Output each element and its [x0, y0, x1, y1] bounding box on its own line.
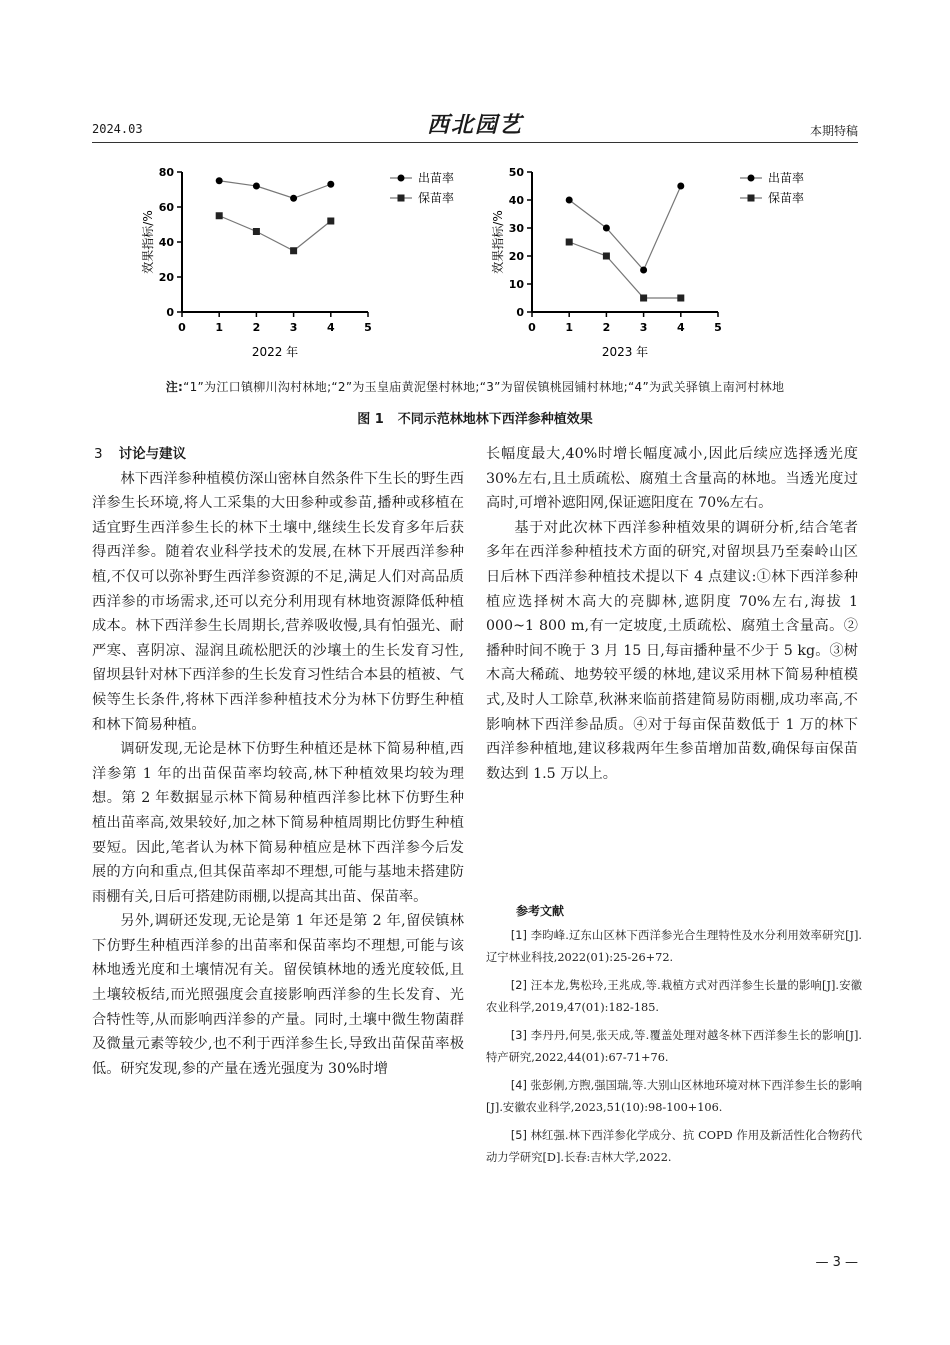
- paragraph-2: 调研发现,无论是林下仿野生种植还是林下简易种植,西洋参第 1 年的出苗保苗率均较高,林下种植效果均较为理想。第 2 年数据显示林下简易种植西洋参比林下仿野生种植出苗率高,效果较好,加之林下简易种植周期比仿野生种植要短。因此,笔者认为林下简易种植应是林下西洋参今后发展的方向和重点,但其保苗率却不理想,可能与基地未搭建防雨棚有关,日后可搭建防雨棚,以提高其出苗、保苗率。: [92, 741, 464, 905]
- paragraph-3: 另外,调研还发现,无论是第 1 年还是第 2 年,留侯镇林下仿野生种植西洋参的出苗率和保苗率均不理想,可能与该林地透光度和土壤情况有关。留侯镇林地的透光度较低,且土壤较板结,而光照强度会直接影响西洋参的生长发育、光合特性等,从而影响西洋参的产量。同时,土壤中微生物菌群及微量元素等较少,也不利于西洋参生长,导致出苗保苗率极低。研究发现,参的产量在透光强度为 30%时增: [92, 913, 464, 1077]
- y-tick-label: 20: [158, 271, 174, 284]
- x-tick-label: 1: [565, 321, 574, 334]
- caption-text: 不同示范林地林下西洋参种植效果: [397, 412, 593, 427]
- y-tick-label: 40: [158, 236, 174, 249]
- x-tick-label: 2: [252, 321, 261, 334]
- x-tick-label: 4: [326, 321, 335, 334]
- data-point: [253, 183, 260, 190]
- data-point: [640, 267, 647, 274]
- x-axis-label: 2023 年: [601, 345, 649, 359]
- note-label: 注:: [165, 380, 184, 394]
- y-tick-label: 20: [508, 250, 524, 263]
- legend-label: 保苗率: [768, 191, 805, 205]
- chart-2023: [488, 160, 818, 374]
- legend-marker: [398, 175, 405, 182]
- data-point: [290, 247, 297, 254]
- paragraph-1: 林下西洋参种植模仿深山密林自然条件下生长的野生西洋参生长环境,将人工采集的大田参种或参苗,播种或移植在适宜野生西洋参生长的林下土壤中,继续生长发育多年后获得西洋参。随着农业科学技术的发展,在林下开展西洋参种植,不仅可以弥补野生西洋参资源的不足,满足人们对高品质西洋参的市场需求,还可以充分利用现有林地资源降低种植成本。林下西洋参生长周期长,营养吸收慢,具有怕强光、耐严寒、喜阴凉、湿润且疏松肥沃的沙壤土的生长发育习性,留坝县针对林下西洋参的生长发育习性结合本县的植被、气候等生长条件,将林下西洋参种植技术分为林下仿野生种植和林下简易种植。: [92, 470, 464, 733]
- x-tick-label: 4: [676, 321, 685, 334]
- references-title: 参考文献: [516, 904, 565, 918]
- x-tick-label: 5: [364, 321, 372, 334]
- data-point: [677, 183, 684, 190]
- y-tick-label: 0: [516, 306, 524, 319]
- references: [486, 902, 862, 1175]
- y-tick-label: 40: [508, 194, 524, 207]
- figure-note: [92, 378, 858, 395]
- section-number: 3: [94, 446, 103, 462]
- y-tick-label: 30: [508, 222, 524, 235]
- journal-logo: 西北园艺: [426, 112, 524, 138]
- legend-marker: [748, 175, 755, 182]
- series-line: [219, 216, 331, 251]
- header-rule: [92, 142, 858, 143]
- data-point: [677, 295, 684, 302]
- line-chart: [138, 160, 468, 370]
- data-point: [290, 195, 297, 202]
- y-tick-label: 0: [166, 306, 174, 319]
- series-line: [569, 242, 681, 298]
- legend-marker: [398, 195, 405, 202]
- page-header: [92, 108, 858, 142]
- legend-label: 出苗率: [418, 171, 455, 185]
- data-point: [640, 295, 647, 302]
- x-tick-label: 0: [178, 321, 186, 334]
- y-tick-label: 80: [158, 166, 174, 179]
- note-text: “1”为江口镇柳川沟村林地;“2”为玉皇庙黄泥堡村林地;“3”为留侯镇桃园铺村林地;“4”为武关驿镇上南河村林地: [183, 380, 785, 394]
- reference-item: [3] 李丹丹,何昊,张天成,等.覆盖处理对越冬林下西洋参生长的影响[J].特产研究,2022,44(01):67-71+76.: [486, 1029, 862, 1064]
- y-axis-label: 效果指标/%: [491, 210, 505, 274]
- data-point: [253, 228, 260, 235]
- data-point: [216, 177, 223, 184]
- y-axis-label: 效果指标/%: [141, 210, 155, 274]
- x-tick-label: 0: [528, 321, 536, 334]
- legend-marker: [748, 195, 755, 202]
- line-chart: [488, 160, 818, 370]
- data-point: [566, 239, 573, 246]
- section-heading: [94, 442, 464, 467]
- reference-item: [1] 李昀峰.辽东山区林下西洋参光合生理特性及水分利用效率研究[J].辽宁林业科技,2022(01):25-26+72.: [486, 929, 863, 964]
- data-point: [603, 253, 610, 260]
- reference-item: [4] 张彭俐,方煦,强国瑞,等.大别山区林地环境对林下西洋参生长的影响[J].安徽农业科学,2023,51(10):98-100+106.: [486, 1079, 862, 1114]
- text-column-left: [92, 442, 464, 1081]
- x-tick-label: 3: [289, 321, 298, 334]
- reference-item: [2] 汪本龙,隽松玲,王兆成,等.栽植方式对西洋参生长量的影响[J].安徽农业科学,2019,47(01):182-185.: [486, 979, 862, 1014]
- x-tick-label: 3: [639, 321, 648, 334]
- legend-label: 保苗率: [418, 191, 455, 205]
- text-column-right: [486, 442, 858, 786]
- y-tick-label: 10: [508, 278, 524, 291]
- paragraph-4: 基于对此次林下西洋参种植效果的调研分析,结合笔者多年在西洋参种植技术方面的研究,对留坝县乃至秦岭山区日后林下西洋参种植技术提以下 4 点建议:①林下西洋参种植应选择树木高大的亮脚林,遮阴度 70%左右,海拔 1 000~1 800 m,有一定坡度,土质疏松、腐殖土含量高。②播种时间不晚于 3 月 15 日,每亩播种量不少于 5 kg。③树木高大稀疏、地势较平缓的林地,建议采用林下简易种植模式,及时人工除草,秋淋来临前搭建简易防雨棚,成功率高,不影响林下西洋参品质。④对于每亩保苗数低于 1 万的林下西洋参种植地,建议移栽两年生参苗增加苗数,确保每亩保苗数达到 1.5 万以上。: [486, 519, 858, 782]
- y-tick-label: 50: [508, 166, 524, 179]
- series-line: [569, 186, 681, 270]
- data-point: [603, 225, 610, 232]
- legend-label: 出苗率: [768, 171, 805, 185]
- data-point: [566, 197, 573, 204]
- paragraph-3-continued: 长幅度最大,40%时增长幅度减小,因此后续应选择透光度 30%左右,且土质疏松、腐殖土含量高的林地。当透光度过高时,可增补遮阳网,保证遮阳度在 70%左右。: [486, 446, 858, 512]
- x-tick-label: 1: [215, 321, 224, 334]
- page-number: — 3 —: [815, 1255, 858, 1270]
- figure-caption: [0, 408, 950, 427]
- x-tick-label: 2: [602, 321, 611, 334]
- chart-2022: [138, 160, 468, 374]
- column-name: 本期特稿: [809, 124, 858, 138]
- data-point: [327, 181, 334, 188]
- section-title: 讨论与建议: [118, 446, 187, 462]
- series-line: [219, 181, 331, 199]
- data-point: [327, 218, 334, 225]
- reference-item: [5] 林红强.林下西洋参化学成分、抗 COPD 作用及新活性化合物药代动力学研究[D].长春:吉林大学,2022.: [486, 1129, 863, 1164]
- x-tick-label: 5: [714, 321, 722, 334]
- caption-label: 图 1: [357, 412, 384, 427]
- issue-date: 2024.03: [92, 122, 143, 136]
- x-axis-label: 2022 年: [251, 345, 299, 359]
- y-tick-label: 60: [158, 201, 174, 214]
- data-point: [216, 212, 223, 219]
